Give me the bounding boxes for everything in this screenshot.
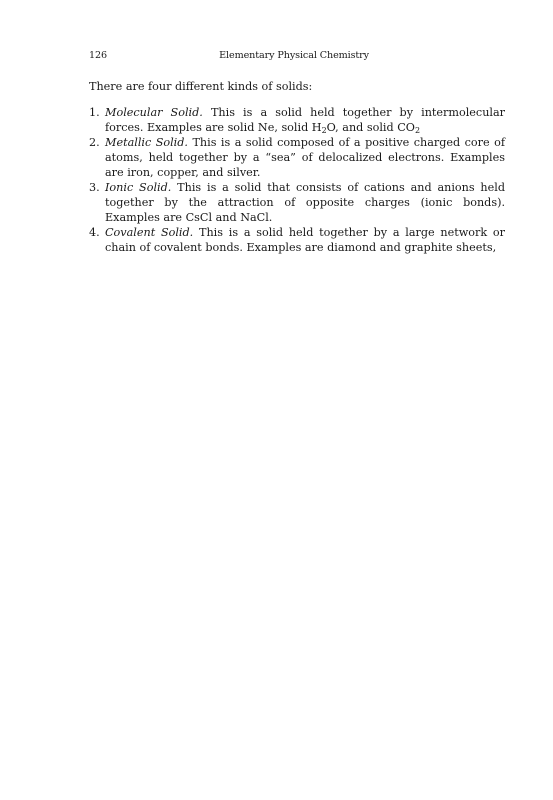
intro-paragraph: There are four different kinds of solids: <box>89 80 313 93</box>
item-number: 2. <box>89 136 100 150</box>
item-text: This is a solid held together by intermolecular forces. Examples are solid Ne, solid H <box>105 106 505 135</box>
page <box>89 50 505 255</box>
item-text: This is a solid held together by a large network or chain of covalent bonds. Examples are diamond and graphite sheets, <box>105 226 506 255</box>
item-number: 1. <box>89 106 100 120</box>
item-name: Covalent Solid. <box>105 226 194 240</box>
solids-list <box>89 105 505 255</box>
list-item <box>89 180 505 225</box>
item-name: Ionic Solid. <box>105 181 172 195</box>
item-text: This is a solid composed of a positive charged core of atoms, held together by a “sea” of delocalized electrons. Examples are iron, copper, and silver. <box>105 136 505 180</box>
page-number: 126 <box>89 50 108 61</box>
subscript: 2 <box>321 126 327 136</box>
list-item <box>89 105 505 135</box>
item-name: Molecular Solid. <box>105 106 203 120</box>
subscript: 2 <box>414 126 421 136</box>
list-item <box>89 135 505 180</box>
item-number: 4. <box>89 226 100 240</box>
list-item <box>89 225 505 255</box>
item-number: 3. <box>89 181 100 195</box>
item-text: O, and solid CO <box>326 121 415 135</box>
item-text: This is a solid that consists of cations and anions held together by the attraction of opposite charges (ionic bonds). Examples are CsCl and NaCl. <box>105 181 505 225</box>
running-title: Elementary Physical Chemistry <box>219 50 369 61</box>
running-header <box>89 50 505 62</box>
item-name: Metallic Solid. <box>105 136 188 150</box>
